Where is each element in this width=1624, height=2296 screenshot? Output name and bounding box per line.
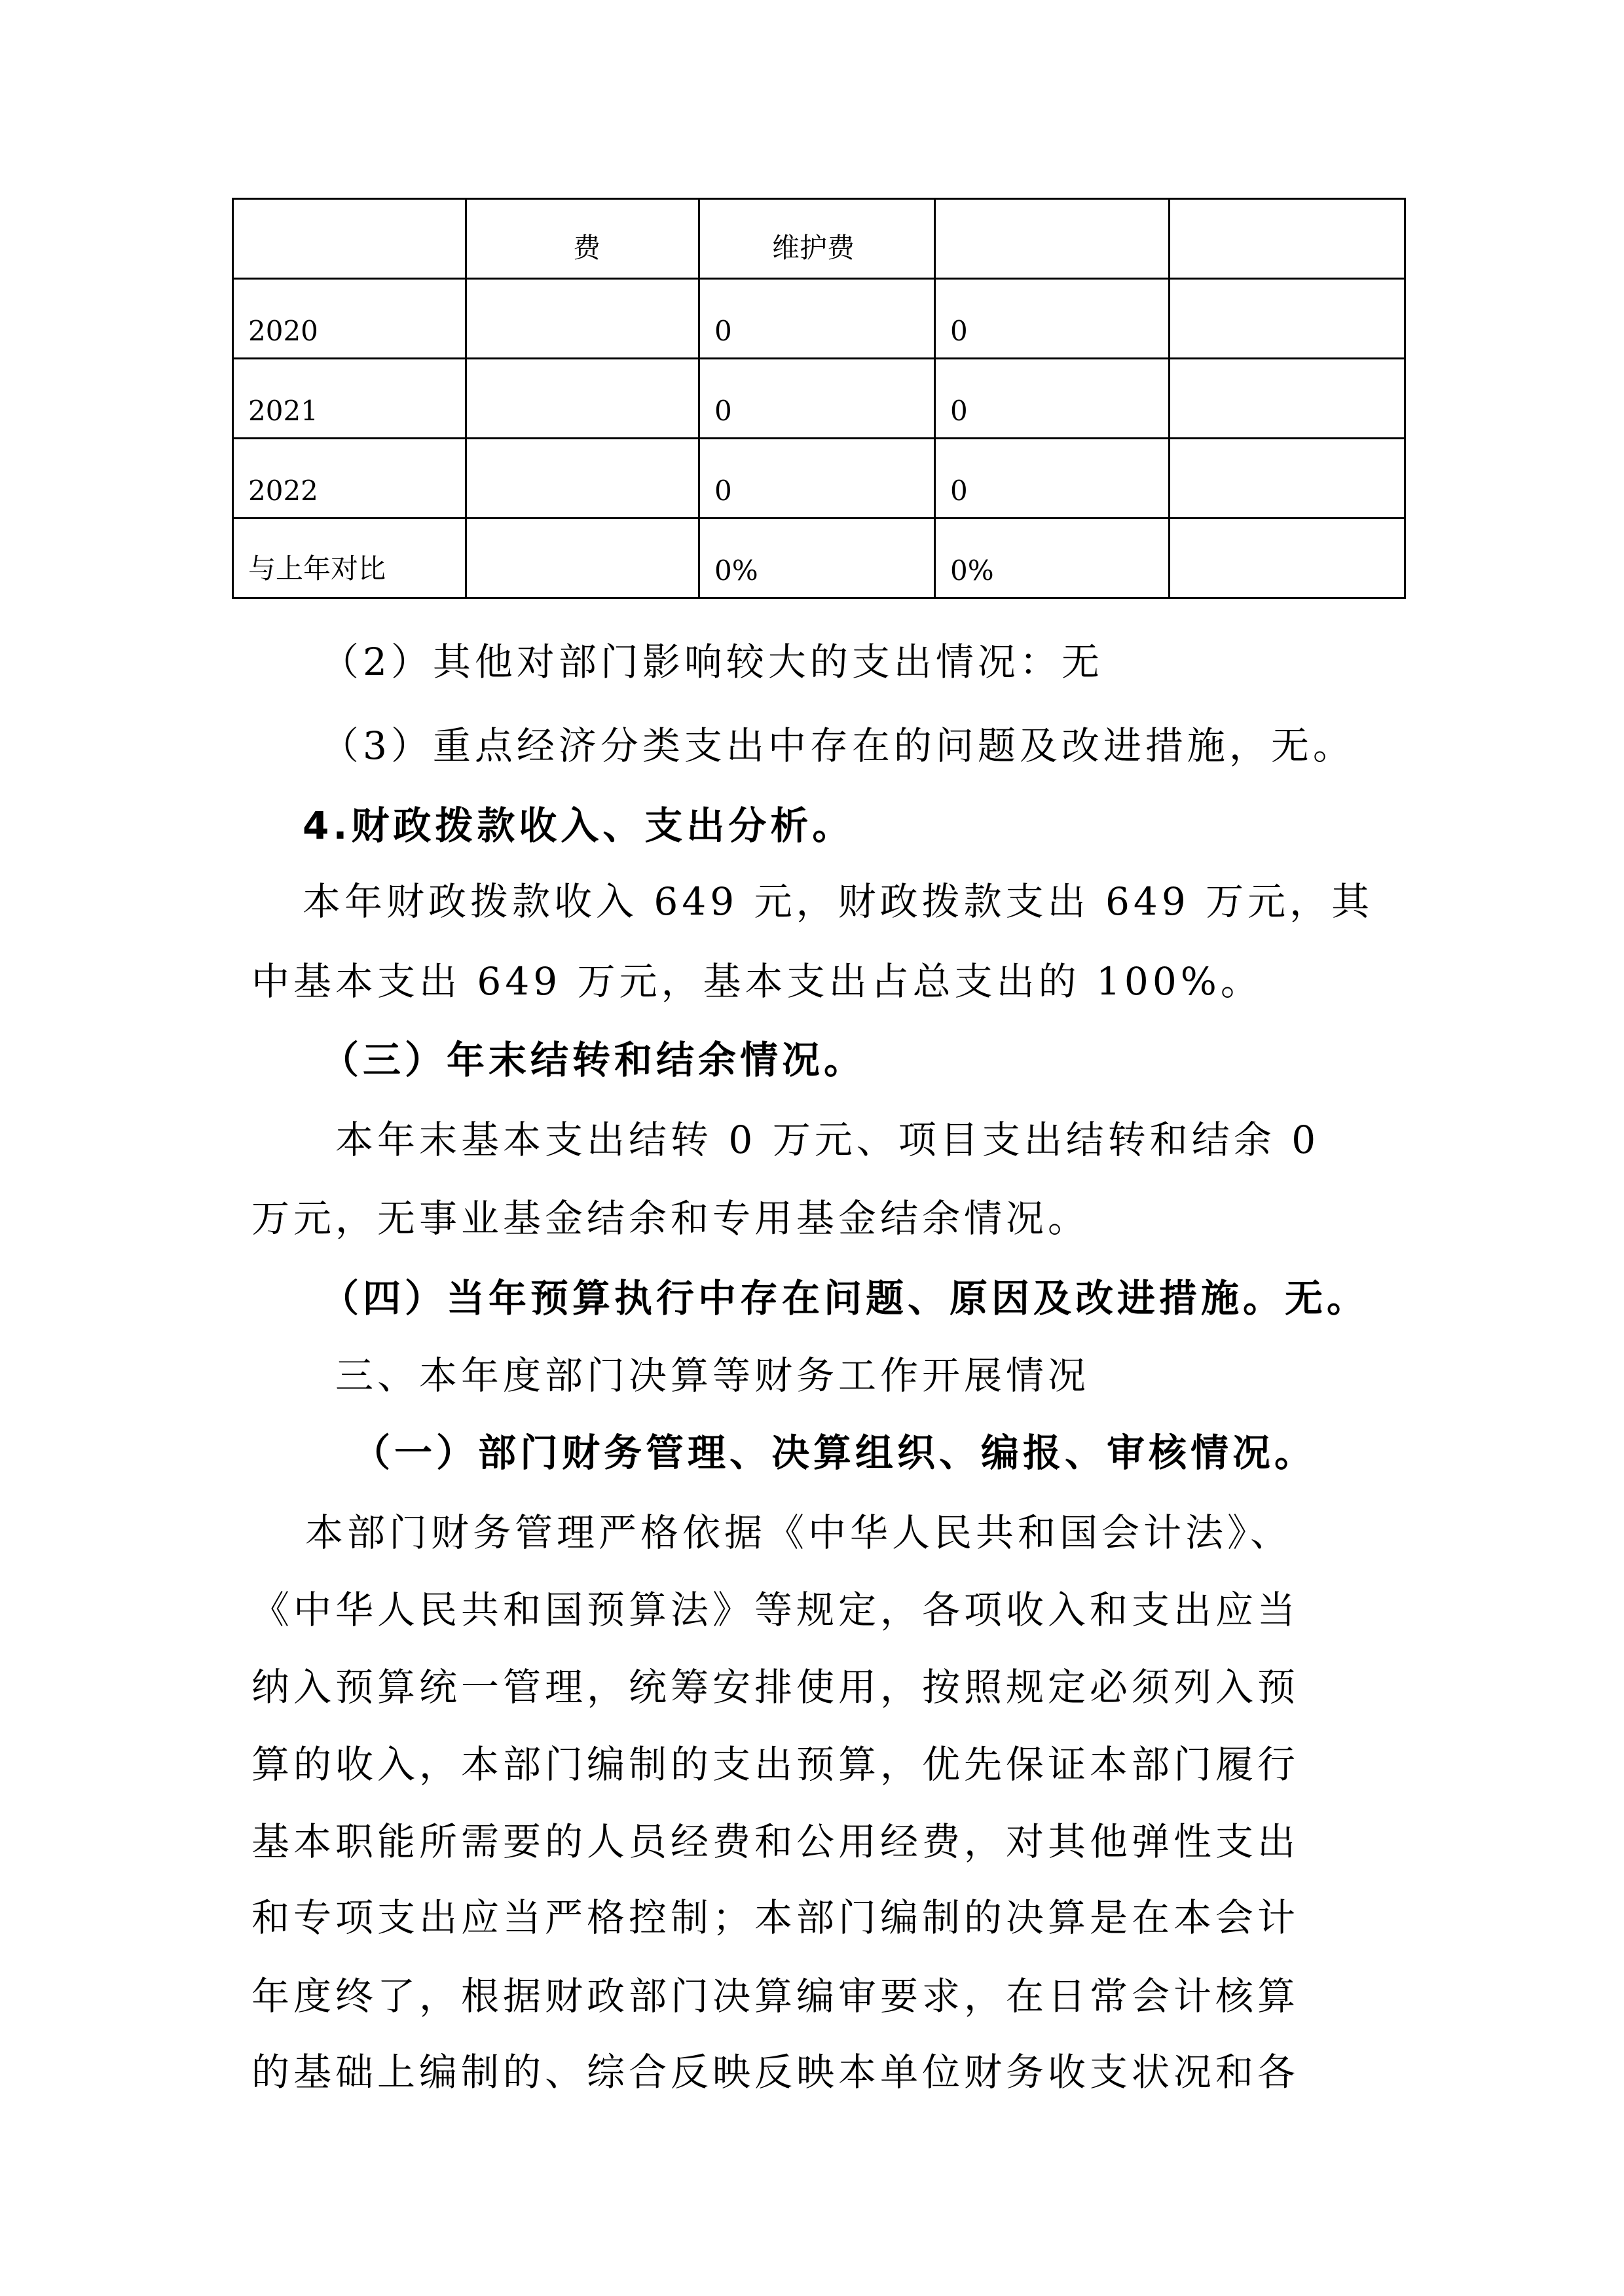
table-cell-year: 2021 — [233, 359, 466, 439]
body-line-6: 和专项支出应当严格控制；本部门编制的决算是在本会计 — [251, 1895, 1300, 1940]
table-cell: 0 — [699, 359, 935, 439]
table-cell — [1170, 359, 1405, 439]
table-cell — [466, 359, 699, 439]
table-cell-year: 2022 — [233, 439, 466, 519]
table-header-cell: 维护费 — [699, 199, 935, 279]
table-cell: 0% — [699, 519, 935, 598]
table-row — [233, 519, 1405, 598]
table-cell — [466, 279, 699, 359]
expense-table — [232, 198, 1406, 599]
table-cell: 0% — [935, 519, 1170, 598]
table-row — [233, 359, 1405, 439]
table-cell: 0 — [699, 279, 935, 359]
table-row — [233, 279, 1405, 359]
body-line-4: 算的收入，本部门编制的支出预算，优先保证本部门履行 — [251, 1742, 1300, 1787]
table-cell: 0 — [935, 439, 1170, 519]
heading-year-end-balance: （三）年末结转和结余情况。 — [321, 1038, 866, 1082]
table-cell — [1170, 439, 1405, 519]
paragraph-key-issues: （3）重点经济分类支出中存在的问题及改进措施，无。 — [321, 723, 1355, 768]
body-line-2: 《中华人民共和国预算法》等规定，各项收入和支出应当 — [251, 1588, 1300, 1632]
paragraph-fiscal-line2: 中基本支出 649 万元，基本支出占总支出的 100%。 — [251, 959, 1263, 1004]
body-line-1: 本部门财务管理严格依据《中华人民共和国会计法》、 — [305, 1510, 1293, 1555]
heading-budget-issues: （四）当年预算执行中存在问题、原因及改进措施。无。 — [321, 1276, 1369, 1321]
table-header-row — [233, 199, 1405, 279]
paragraph-balance-line2: 万元，无事业基金结余和专用基金结余情况。 — [251, 1196, 1090, 1241]
body-line-7: 年度终了，根据财政部门决算编审要求，在日常会计核算 — [251, 1974, 1300, 2018]
table-cell — [1170, 279, 1405, 359]
table-header-cell: 费 — [466, 199, 699, 279]
paragraph-fiscal-line1: 本年财政拨款收入 649 元，财政拨款支出 649 万元，其 — [303, 879, 1374, 924]
table-header-cell — [935, 199, 1170, 279]
body-line-3: 纳入预算统一管理，统筹安排使用，按照规定必须列入预 — [251, 1665, 1300, 1709]
table-cell-year: 2020 — [233, 279, 466, 359]
table-row — [233, 439, 1405, 519]
table-cell — [466, 439, 699, 519]
table-cell-label: 与上年对比 — [233, 519, 466, 598]
body-line-8: 的基础上编制的、综合反映反映本单位财务收支状况和各 — [251, 2050, 1300, 2094]
body-line-5: 基本职能所需要的人员经费和公用经费，对其他弹性支出 — [251, 1819, 1300, 1864]
table-header-cell — [1170, 199, 1405, 279]
section-title: 三、本年度部门决算等财务工作开展情况 — [335, 1353, 1090, 1398]
table-cell: 0 — [935, 279, 1170, 359]
table-cell — [466, 519, 699, 598]
table-header-cell — [233, 199, 466, 279]
table-cell — [1170, 519, 1405, 598]
heading-financial-management: （一）部门财务管理、决算组织、编报、审核情况。 — [352, 1430, 1317, 1475]
table-cell: 0 — [699, 439, 935, 519]
heading-fiscal-analysis: 4.财政拨款收入、支出分析。 — [303, 803, 855, 848]
paragraph-other-expenses: （2）其他对部门影响较大的支出情况：无 — [321, 640, 1103, 684]
table-cell: 0 — [935, 359, 1170, 439]
paragraph-balance-line1: 本年末基本支出结转 0 万元、项目支出结转和结余 0 — [335, 1118, 1320, 1162]
